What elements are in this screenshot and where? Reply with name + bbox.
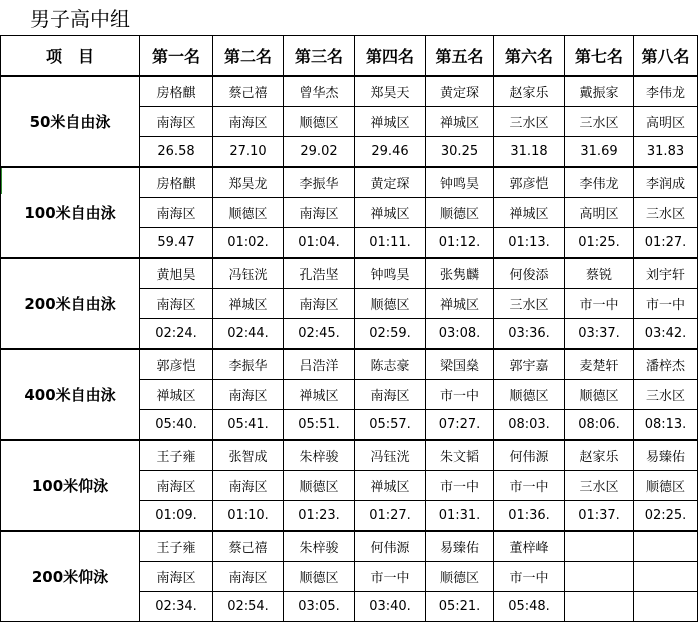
district-cell: 南海区 bbox=[355, 380, 426, 410]
header-rank-3: 第三名 bbox=[284, 36, 355, 77]
district-cell: 禅城区 bbox=[140, 380, 213, 410]
result-time-cell: 26.58 bbox=[140, 137, 213, 168]
athlete-name-cell: 易臻佑 bbox=[634, 440, 698, 471]
result-time-cell bbox=[565, 592, 634, 622]
result-time-cell: 03:40. bbox=[355, 592, 426, 622]
result-time-cell: 30.25 bbox=[426, 137, 494, 168]
header-rank-4: 第四名 bbox=[355, 36, 426, 77]
athlete-name-cell: 易臻佑 bbox=[426, 531, 494, 562]
athlete-name-cell: 麦楚轩 bbox=[565, 349, 634, 380]
result-time-cell: 03:37. bbox=[565, 319, 634, 350]
result-time-cell: 01:23. bbox=[284, 501, 355, 532]
athlete-name-cell: 郑昊天 bbox=[355, 76, 426, 107]
athlete-name-cell: 孔浩坚 bbox=[284, 258, 355, 289]
athlete-name-cell: 潘梓杰 bbox=[634, 349, 698, 380]
athlete-name-cell: 朱梓骏 bbox=[284, 440, 355, 471]
result-time-cell: 01:02. bbox=[213, 228, 284, 259]
district-cell: 禅城区 bbox=[426, 289, 494, 319]
athlete-name-cell: 朱文韬 bbox=[426, 440, 494, 471]
table-row bbox=[1, 531, 698, 562]
athlete-name-cell: 王子雍 bbox=[140, 531, 213, 562]
table-row bbox=[1, 349, 698, 380]
district-cell: 三水区 bbox=[634, 198, 698, 228]
athlete-name-cell bbox=[565, 531, 634, 562]
district-cell: 市一中 bbox=[494, 562, 565, 592]
athlete-name-cell: 王子雍 bbox=[140, 440, 213, 471]
result-time-cell: 01:11. bbox=[355, 228, 426, 259]
athlete-name-cell: 郑昊龙 bbox=[213, 167, 284, 198]
district-cell: 南海区 bbox=[140, 198, 213, 228]
athlete-name-cell: 曾华杰 bbox=[284, 76, 355, 107]
athlete-name-cell: 李伟龙 bbox=[565, 167, 634, 198]
athlete-name-cell: 郭彦恺 bbox=[140, 349, 213, 380]
athlete-name-cell: 李振华 bbox=[284, 167, 355, 198]
athlete-name-cell: 陈志豪 bbox=[355, 349, 426, 380]
result-time-cell: 02:25. bbox=[634, 501, 698, 532]
athlete-name-cell: 蔡己禧 bbox=[213, 76, 284, 107]
athlete-name-cell: 黄定琛 bbox=[426, 76, 494, 107]
district-cell: 南海区 bbox=[140, 289, 213, 319]
athlete-name-cell: 房格麒 bbox=[140, 76, 213, 107]
athlete-name-cell: 赵家乐 bbox=[565, 440, 634, 471]
district-cell: 顺德区 bbox=[426, 562, 494, 592]
athlete-name-cell: 朱梓骏 bbox=[284, 531, 355, 562]
result-time-cell bbox=[634, 592, 698, 622]
district-cell: 顺德区 bbox=[494, 380, 565, 410]
district-cell: 高明区 bbox=[634, 107, 698, 137]
district-cell: 顺德区 bbox=[565, 380, 634, 410]
result-time-cell: 27.10 bbox=[213, 137, 284, 168]
result-time-cell: 01:04. bbox=[284, 228, 355, 259]
district-cell: 市一中 bbox=[426, 471, 494, 501]
table-row bbox=[1, 258, 698, 289]
athlete-name-cell: 李伟龙 bbox=[634, 76, 698, 107]
result-time-cell: 02:54. bbox=[213, 592, 284, 622]
athlete-name-cell: 钟鸣昊 bbox=[355, 258, 426, 289]
district-cell: 市一中 bbox=[426, 380, 494, 410]
result-time-cell: 31.18 bbox=[494, 137, 565, 168]
athlete-name-cell: 何俊添 bbox=[494, 258, 565, 289]
district-cell: 三水区 bbox=[565, 107, 634, 137]
athlete-name-cell: 戴振家 bbox=[565, 76, 634, 107]
result-time-cell: 31.69 bbox=[565, 137, 634, 168]
table-row bbox=[1, 167, 698, 198]
result-time-cell: 05:41. bbox=[213, 410, 284, 441]
district-cell: 禅城区 bbox=[284, 380, 355, 410]
header-rank-8: 第八名 bbox=[634, 36, 698, 77]
table-row bbox=[1, 440, 698, 471]
event-name: 400米自由泳 bbox=[1, 349, 140, 440]
result-time-cell: 29.02 bbox=[284, 137, 355, 168]
district-cell: 顺德区 bbox=[284, 107, 355, 137]
result-time-cell: 03:42. bbox=[634, 319, 698, 350]
result-time-cell: 01:36. bbox=[494, 501, 565, 532]
district-cell: 南海区 bbox=[213, 562, 284, 592]
result-time-cell: 01:10. bbox=[213, 501, 284, 532]
result-time-cell: 59.47 bbox=[140, 228, 213, 259]
result-time-cell: 01:31. bbox=[426, 501, 494, 532]
event-name: 200米自由泳 bbox=[1, 258, 140, 349]
district-cell: 市一中 bbox=[494, 471, 565, 501]
result-time-cell: 02:44. bbox=[213, 319, 284, 350]
district-cell: 三水区 bbox=[634, 380, 698, 410]
district-cell: 禅城区 bbox=[213, 289, 284, 319]
event-name: 100米仰泳 bbox=[1, 440, 140, 531]
athlete-name-cell: 刘宇轩 bbox=[634, 258, 698, 289]
result-time-cell: 03:36. bbox=[494, 319, 565, 350]
result-time-cell: 05:51. bbox=[284, 410, 355, 441]
athlete-name-cell bbox=[634, 531, 698, 562]
district-cell: 三水区 bbox=[494, 107, 565, 137]
result-time-cell: 03:05. bbox=[284, 592, 355, 622]
athlete-name-cell: 李润成 bbox=[634, 167, 698, 198]
district-cell: 禅城区 bbox=[494, 198, 565, 228]
result-time-cell: 02:45. bbox=[284, 319, 355, 350]
district-cell: 顺德区 bbox=[355, 289, 426, 319]
district-cell: 顺德区 bbox=[284, 562, 355, 592]
athlete-name-cell: 钟鸣昊 bbox=[426, 167, 494, 198]
district-cell: 禅城区 bbox=[355, 471, 426, 501]
district-cell: 禅城区 bbox=[426, 107, 494, 137]
header-rank-2: 第二名 bbox=[213, 36, 284, 77]
district-cell: 市一中 bbox=[565, 289, 634, 319]
district-cell: 南海区 bbox=[140, 107, 213, 137]
result-time-cell: 01:37. bbox=[565, 501, 634, 532]
district-cell: 顺德区 bbox=[634, 471, 698, 501]
result-time-cell: 05:48. bbox=[494, 592, 565, 622]
result-time-cell: 08:06. bbox=[565, 410, 634, 441]
district-cell: 南海区 bbox=[140, 471, 213, 501]
athlete-name-cell: 吕浩洋 bbox=[284, 349, 355, 380]
district-cell: 南海区 bbox=[213, 107, 284, 137]
district-cell: 三水区 bbox=[565, 471, 634, 501]
event-name: 50米自由泳 bbox=[1, 76, 140, 167]
event-name: 100米自由泳 bbox=[1, 167, 140, 258]
result-time-cell: 01:25. bbox=[565, 228, 634, 259]
athlete-name-cell: 赵家乐 bbox=[494, 76, 565, 107]
header-event: 项 目 bbox=[1, 36, 140, 77]
athlete-name-cell: 黄定琛 bbox=[355, 167, 426, 198]
district-cell: 南海区 bbox=[213, 380, 284, 410]
athlete-name-cell: 黄旭昊 bbox=[140, 258, 213, 289]
district-cell bbox=[634, 562, 698, 592]
header-rank-7: 第七名 bbox=[565, 36, 634, 77]
district-cell: 禅城区 bbox=[355, 107, 426, 137]
athlete-name-cell: 董梓峰 bbox=[494, 531, 565, 562]
result-time-cell: 01:12. bbox=[426, 228, 494, 259]
result-time-cell: 02:59. bbox=[355, 319, 426, 350]
result-time-cell: 08:03. bbox=[494, 410, 565, 441]
result-time-cell: 02:24. bbox=[140, 319, 213, 350]
result-time-cell: 01:09. bbox=[140, 501, 213, 532]
district-cell: 禅城区 bbox=[355, 198, 426, 228]
athlete-name-cell: 何伟源 bbox=[494, 440, 565, 471]
athlete-name-cell: 房格麒 bbox=[140, 167, 213, 198]
athlete-name-cell: 郭宇嘉 bbox=[494, 349, 565, 380]
sheet-title: 男子高中组 bbox=[30, 7, 130, 31]
result-time-cell: 02:34. bbox=[140, 592, 213, 622]
results-body bbox=[1, 76, 698, 622]
athlete-name-cell: 郭彦恺 bbox=[494, 167, 565, 198]
district-cell: 顺德区 bbox=[426, 198, 494, 228]
athlete-name-cell: 梁国燊 bbox=[426, 349, 494, 380]
result-time-cell: 08:13. bbox=[634, 410, 698, 441]
district-cell: 南海区 bbox=[213, 471, 284, 501]
district-cell: 顺德区 bbox=[213, 198, 284, 228]
athlete-name-cell: 蔡锐 bbox=[565, 258, 634, 289]
header-rank-6: 第六名 bbox=[494, 36, 565, 77]
result-time-cell: 03:08. bbox=[426, 319, 494, 350]
header-rank-1: 第一名 bbox=[140, 36, 213, 77]
result-time-cell: 01:13. bbox=[494, 228, 565, 259]
athlete-name-cell: 张智成 bbox=[213, 440, 284, 471]
result-time-cell: 05:57. bbox=[355, 410, 426, 441]
district-cell: 高明区 bbox=[565, 198, 634, 228]
athlete-name-cell: 冯钰洸 bbox=[355, 440, 426, 471]
result-time-cell: 31.83 bbox=[634, 137, 698, 168]
result-time-cell: 07:27. bbox=[426, 410, 494, 441]
district-cell: 市一中 bbox=[634, 289, 698, 319]
result-time-cell: 01:27. bbox=[355, 501, 426, 532]
athlete-name-cell: 冯钰洸 bbox=[213, 258, 284, 289]
athlete-name-cell: 张隽麟 bbox=[426, 258, 494, 289]
result-time-cell: 05:40. bbox=[140, 410, 213, 441]
district-cell: 南海区 bbox=[284, 198, 355, 228]
district-cell: 南海区 bbox=[140, 562, 213, 592]
header-rank-5: 第五名 bbox=[426, 36, 494, 77]
district-cell: 市一中 bbox=[355, 562, 426, 592]
district-cell: 南海区 bbox=[284, 289, 355, 319]
header-row bbox=[1, 36, 698, 77]
result-time-cell: 05:21. bbox=[426, 592, 494, 622]
results-table bbox=[0, 35, 698, 622]
result-time-cell: 29.46 bbox=[355, 137, 426, 168]
event-name: 200米仰泳 bbox=[1, 531, 140, 622]
district-cell: 顺德区 bbox=[284, 471, 355, 501]
athlete-name-cell: 何伟源 bbox=[355, 531, 426, 562]
result-time-cell: 01:27. bbox=[634, 228, 698, 259]
athlete-name-cell: 蔡己禧 bbox=[213, 531, 284, 562]
table-row bbox=[1, 76, 698, 107]
district-cell bbox=[565, 562, 634, 592]
athlete-name-cell: 李振华 bbox=[213, 349, 284, 380]
district-cell: 三水区 bbox=[494, 289, 565, 319]
